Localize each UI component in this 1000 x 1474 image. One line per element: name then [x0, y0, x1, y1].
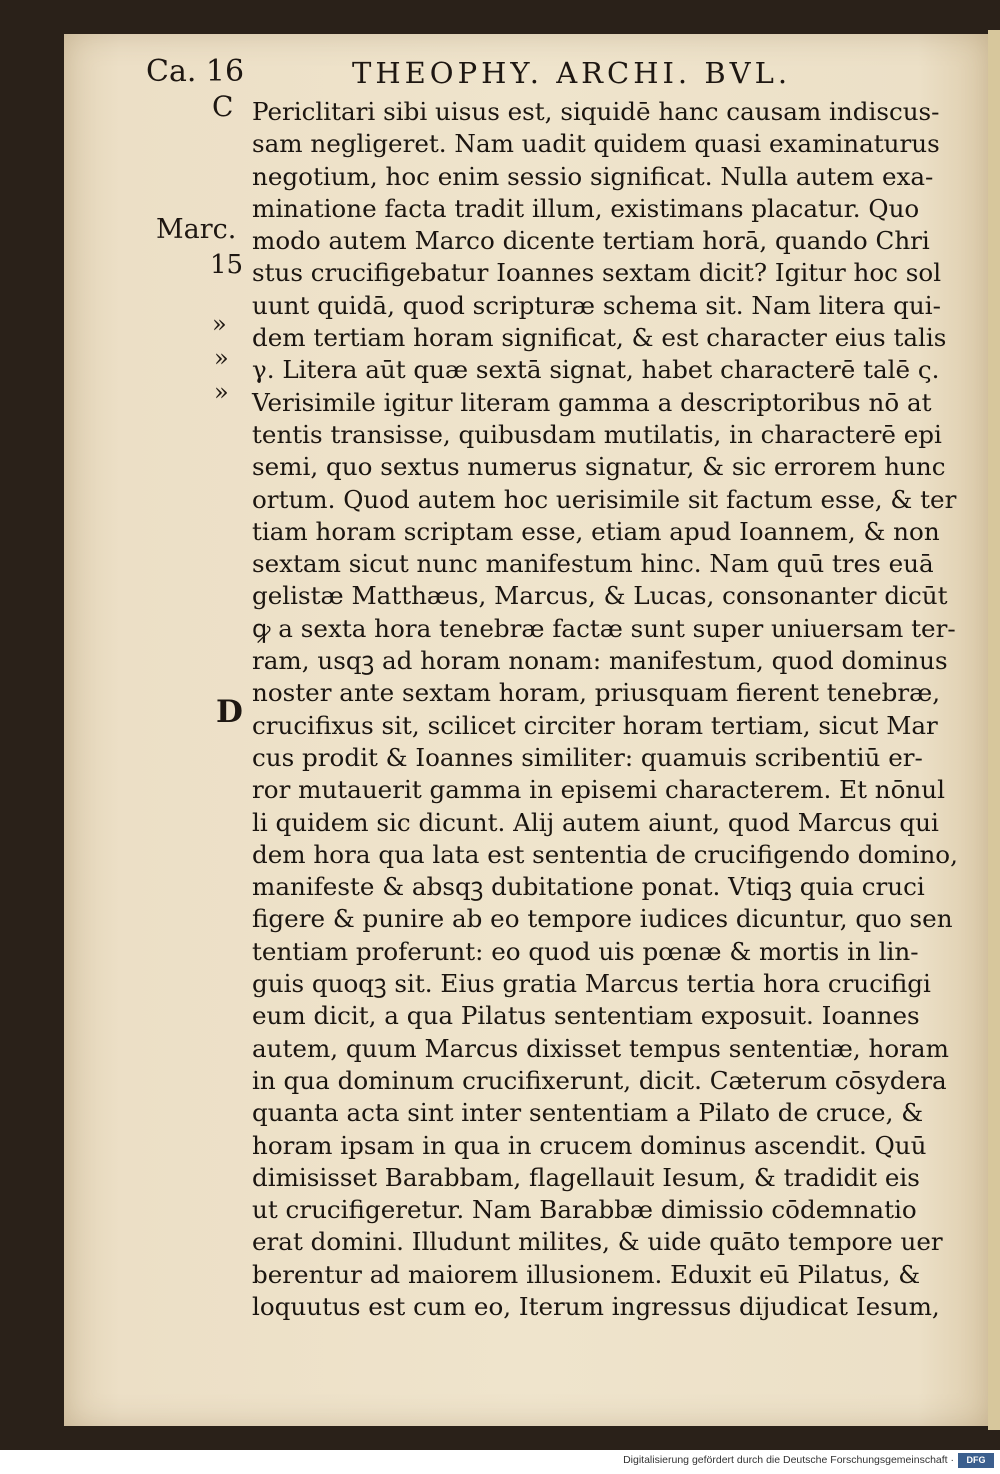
text-line: cus prodit & Ioannes similiter: quamuis scribentiū er-: [252, 742, 923, 772]
margin-reference-number: 15: [210, 250, 244, 280]
text-line: loquutus est cum eo, Iterum ingressus dijudicat Iesum,: [252, 1291, 940, 1321]
section-letter-c: C: [212, 90, 234, 123]
running-title: THEOPHY. ARCHI. BVL.: [352, 56, 792, 90]
text-line: ꝙ a sexta hora tenebræ factæ sunt super uniuersam ter-: [252, 613, 956, 643]
text-line: semi, quo sextus numerus signatur, & sic errorem hunc: [252, 452, 946, 482]
chapter-reference: Ca. 16: [146, 54, 245, 89]
quote-mark: »: [214, 344, 229, 372]
text-line: horam ipsam in qua in crucem dominus ascendit. Quū: [252, 1130, 927, 1160]
text-line: sextam sicut nunc manifestum hinc. Nam quū tres euā: [252, 549, 934, 579]
text-line: autem, quum Marcus dixisset tempus sententiæ, horam: [252, 1033, 949, 1063]
text-line: sam negligeret. Nam uadit quidem quasi examinaturus: [252, 129, 940, 159]
text-line: stus crucifigebatur Ioannes sextam dicit? Igitur hoc sol: [252, 258, 942, 288]
text-line: erat domini. Illudunt milites, & uide quāto tempore uer: [252, 1227, 943, 1257]
text-line: tentiam proferunt: eo quod uis pœnæ & mortis in lin-: [252, 936, 919, 966]
text-line: dem tertiam horam significat, & est character eius talis: [252, 323, 947, 353]
text-line: crucifixus sit, scilicet circiter horam tertiam, sicut Mar: [252, 710, 938, 740]
text-line: eum dicit, a qua Pilatus sententiam exposuit. Ioannes: [252, 1001, 920, 1031]
text-line: ram, usqꝫ ad horam nonam: manifestum, quod dominus: [252, 646, 948, 676]
quote-mark: »: [214, 378, 229, 406]
text-line: ut crucifigeretur. Nam Barabbæ dimissio cōdemnatio: [252, 1195, 917, 1225]
section-letter-d: D: [216, 694, 243, 730]
text-line: li quidem sic dicunt. Alij autem aiunt, quod Marcus qui: [252, 807, 939, 837]
margin-reference-book: Marc.: [156, 214, 237, 245]
text-line: minatione facta tradit illum, existimans placatur. Quo: [252, 193, 920, 223]
text-line: berentur ad maiorem illusionem. Eduxit eū Pilatus, &: [252, 1259, 921, 1289]
text-line: γ. Litera aūt quæ sextā signat, habet characterē talē ς.: [252, 355, 940, 385]
body-text: [252, 96, 972, 1323]
text-line: dimisisset Barabbam, flagellauit Iesum, & tradidit eis: [252, 1162, 920, 1192]
text-line: dem hora qua lata est sententia de crucifigendo domino,: [252, 839, 958, 869]
text-line: figere & punire ab eo tempore iudices dicuntur, quo sen: [252, 904, 953, 934]
text-line: in qua dominum crucifixerunt, dicit. Cæterum cōsydera: [252, 1065, 947, 1095]
quote-mark: »: [212, 310, 227, 338]
text-line: Verisimile igitur literam gamma a descriptoribus nō at: [252, 387, 932, 417]
binding-edge: [988, 30, 1000, 1430]
text-line: ortum. Quod autem hoc uerisimile sit factum esse, & ter: [252, 484, 957, 514]
footer-bar: [0, 1450, 1000, 1474]
dfg-logo: DFG: [958, 1453, 994, 1468]
text-line: modo autem Marco dicente tertiam horā, quando Chri: [252, 226, 930, 256]
text-line: tiam horam scriptam esse, etiam apud Ioannem, & non: [252, 516, 940, 546]
text-line: quanta acta sint inter sententiam a Pilato de cruce, &: [252, 1098, 924, 1128]
text-line: Periclitari sibi uisus est, siquidē hanc causam indiscus-: [252, 97, 940, 126]
text-line: manifeste & absqꝫ dubitatione ponat. Vtiqꝫ quia cruci: [252, 872, 925, 902]
running-header: [146, 54, 826, 100]
text-line: uunt quidā, quod scripturæ schema sit. Nam litera qui-: [252, 290, 941, 320]
funding-credit: Digitalisierung gefördert durch die Deutsche Forschungsgemeinschaft ·: [623, 1454, 954, 1466]
text-line: noster ante sextam horam, priusquam fierent tenebræ,: [252, 678, 941, 708]
text-line: negotium, hoc enim sessio significat. Nulla autem exa-: [252, 161, 934, 191]
text-line: gelistæ Matthæus, Marcus, & Lucas, consonanter dicūt: [252, 581, 948, 611]
text-line: guis quoqꝫ sit. Eius gratia Marcus tertia hora crucifigi: [252, 969, 931, 999]
text-line: ror mutauerit gamma in episemi characterem. Et nōnul: [252, 775, 945, 805]
text-line: tentis transisse, quibusdam mutilatis, in characterē epi: [252, 419, 942, 449]
